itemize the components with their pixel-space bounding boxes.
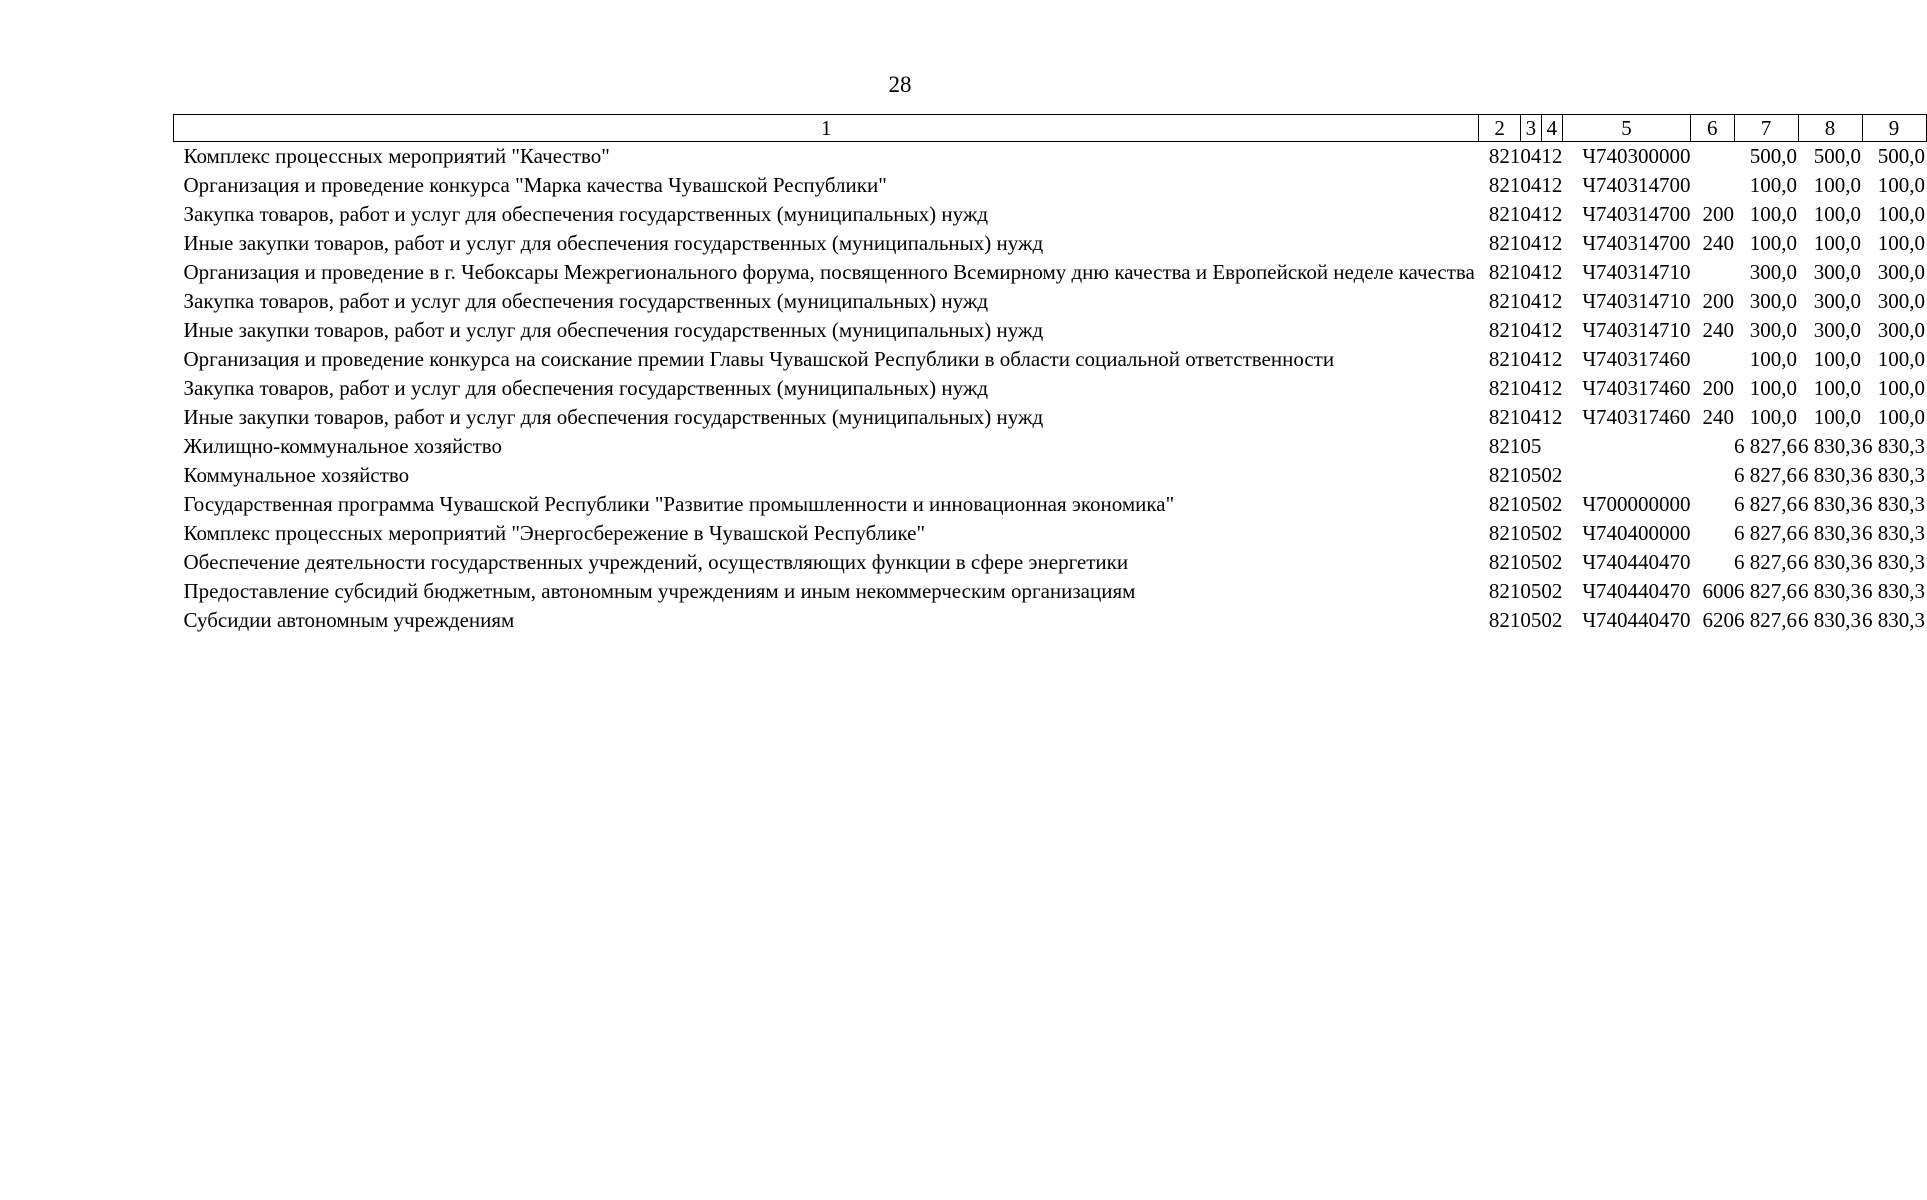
row-grbs-code: 821 [1488,260,1521,284]
row-name: Предоставление субсидий бюджетным, автономным учреждениям и иным некоммерческим организациям [183,579,1136,603]
header-col-4: 4 [1541,115,1562,142]
row-value-col-8: 100,0 [1813,202,1862,226]
row-value-col-7: 6 827,6 [1734,463,1798,487]
row-section-code: 05 [1520,521,1542,545]
row-value-col-9: 100,0 [1877,347,1926,371]
row-name: Комплекс процессных мероприятий "Качество" [183,144,610,168]
row-section-code: 04 [1520,318,1542,342]
header-col-7: 7 [1734,115,1798,142]
row-section-code: 04 [1520,260,1542,284]
row-expense-type-code: 240 [1702,231,1735,255]
row-grbs-code: 821 [1488,608,1521,632]
row-value-col-8: 100,0 [1813,231,1862,255]
row-subsection-code: 12 [1541,260,1563,284]
header-col-6: 6 [1691,115,1735,142]
row-section-code: 04 [1520,173,1542,197]
table-body [174,142,1927,636]
row-target-article-code: Ч740300000 [1582,144,1691,168]
row-section-code: 05 [1520,463,1542,487]
row-section-code: 05 [1520,550,1542,574]
header-col-9: 9 [1862,115,1926,142]
page-number: 28 [888,72,912,97]
row-subsection-code: 12 [1541,318,1563,342]
row-value-col-9: 100,0 [1877,231,1926,255]
row-section-code: 05 [1520,434,1542,458]
row-expense-type-code: 620 [1702,608,1735,632]
row-value-col-9: 100,0 [1877,173,1926,197]
row-value-col-8: 300,0 [1813,289,1862,313]
row-expense-type-code [1691,490,1735,519]
row-target-article-code: Ч740314700 [1582,173,1691,197]
row-subsection-code: 12 [1541,144,1563,168]
row-section-code: 04 [1520,144,1542,168]
row-grbs-code: 821 [1488,144,1521,168]
row-target-article-code: Ч740317460 [1582,405,1691,429]
row-expense-type-code [1691,461,1735,490]
row-grbs-code: 821 [1488,173,1521,197]
table-row [174,548,1927,577]
header-col-8: 8 [1798,115,1862,142]
row-value-col-8: 6 830,3 [1798,434,1862,458]
row-name: Коммунальное хозяйство [183,463,410,487]
row-value-col-9: 100,0 [1877,202,1926,226]
row-name: Закупка товаров, работ и услуг для обеспечения государственных (муниципальных) нужд [183,376,989,400]
row-subsection-code: 02 [1541,463,1563,487]
row-grbs-code: 821 [1488,492,1521,516]
row-value-col-8: 6 830,3 [1798,463,1862,487]
row-name: Иные закупки товаров, работ и услуг для обеспечения государственных (муниципальных) нужд [183,405,1044,429]
row-value-col-8: 6 830,3 [1798,550,1862,574]
row-section-code: 04 [1520,376,1542,400]
row-value-col-7: 100,0 [1749,202,1798,226]
row-grbs-code: 821 [1488,318,1521,342]
row-value-col-9: 6 830,3 [1862,492,1926,516]
row-value-col-7: 300,0 [1749,289,1798,313]
row-subsection-code: 02 [1541,521,1563,545]
row-subsection-code: 12 [1541,405,1563,429]
row-value-col-7: 100,0 [1749,405,1798,429]
row-value-col-7: 6 827,6 [1734,550,1798,574]
row-value-col-9: 6 830,3 [1862,434,1926,458]
row-value-col-7: 6 827,6 [1734,434,1798,458]
row-target-article-code: Ч740400000 [1582,521,1691,545]
table-row [174,432,1927,461]
row-section-code: 04 [1520,202,1542,226]
row-value-col-7: 6 827,6 [1734,492,1798,516]
row-value-col-8: 300,0 [1813,260,1862,284]
row-value-col-9: 6 830,3 [1862,579,1926,603]
row-value-col-9: 6 830,3 [1862,550,1926,574]
row-expense-type-code: 600 [1702,579,1735,603]
row-value-col-7: 100,0 [1749,376,1798,400]
row-value-col-8: 6 830,3 [1798,492,1862,516]
row-section-code: 04 [1520,231,1542,255]
row-value-col-9: 6 830,3 [1862,463,1926,487]
row-expense-type-code [1691,345,1735,374]
header-col-1: 1 [174,115,1479,142]
row-target-article-code: Ч740314710 [1582,260,1691,284]
row-subsection-code: 12 [1541,289,1563,313]
row-subsection-code: 12 [1541,231,1563,255]
row-target-article-code: Ч740317460 [1582,347,1691,371]
row-name: Закупка товаров, работ и услуг для обеспечения государственных (муниципальных) нужд [183,202,989,226]
row-value-col-8: 100,0 [1813,376,1862,400]
row-name: Иные закупки товаров, работ и услуг для обеспечения государственных (муниципальных) нужд [183,231,1044,255]
row-subsection-code: 02 [1541,579,1563,603]
row-target-article-code: Ч740314700 [1582,202,1691,226]
row-expense-type-code [1691,142,1735,172]
row-expense-type-code: 200 [1702,376,1735,400]
row-subsection-code: 02 [1541,550,1563,574]
row-section-code: 04 [1520,405,1542,429]
row-name: Организация и проведение в г. Чебоксары Межрегионального форума, посвященного Всемирному дню качества и Европейской неделе качества [183,260,1475,284]
row-grbs-code: 821 [1488,521,1521,545]
row-value-col-7: 6 827,6 [1734,579,1798,603]
row-subsection-code: 12 [1541,347,1563,371]
row-grbs-code: 821 [1488,434,1521,458]
row-name: Субсидии автономным учреждениям [183,608,515,632]
table-row [174,577,1927,606]
row-section-code: 04 [1520,347,1542,371]
budget-table [173,114,1927,635]
row-value-col-7: 100,0 [1749,173,1798,197]
table-row [174,200,1927,229]
header-col-3: 3 [1520,115,1541,142]
row-target-article-code [1562,432,1690,461]
row-value-col-8: 300,0 [1813,318,1862,342]
row-subsection-code: 02 [1541,608,1563,632]
row-name: Жилищно-коммунальное хозяйство [183,434,503,458]
row-value-col-8: 100,0 [1813,405,1862,429]
row-expense-type-code [1691,519,1735,548]
table-row [174,287,1927,316]
row-value-col-8: 100,0 [1813,347,1862,371]
row-value-col-9: 300,0 [1877,289,1926,313]
row-target-article-code: Ч740440470 [1582,608,1691,632]
row-name: Иные закупки товаров, работ и услуг для обеспечения государственных (муниципальных) нужд [183,318,1044,342]
row-name: Обеспечение деятельности государственных учреждений, осуществляющих функции в сфере энергетики [183,550,1129,574]
table-header [174,115,1927,142]
table-row [174,490,1927,519]
table-row [174,258,1927,287]
row-subsection-code: 02 [1541,492,1563,516]
row-name: Государственная программа Чувашской Республики "Развитие промышленности и инновационная экономика" [183,492,1175,516]
row-value-col-7: 300,0 [1749,318,1798,342]
row-value-col-7: 100,0 [1749,347,1798,371]
row-expense-type-code [1691,171,1735,200]
row-target-article-code: Ч700000000 [1582,492,1691,516]
header-col-5: 5 [1562,115,1690,142]
row-expense-type-code [1691,258,1735,287]
row-value-col-8: 100,0 [1813,173,1862,197]
row-target-article-code: Ч740314710 [1582,289,1691,313]
row-expense-type-code [1691,548,1735,577]
row-section-code: 04 [1520,289,1542,313]
row-section-code: 05 [1520,608,1542,632]
row-value-col-8: 6 830,3 [1798,521,1862,545]
row-name: Закупка товаров, работ и услуг для обеспечения государственных (муниципальных) нужд [183,289,989,313]
row-target-article-code: Ч740317460 [1582,376,1691,400]
row-value-col-7: 300,0 [1749,260,1798,284]
row-value-col-7: 6 827,6 [1734,521,1798,545]
table-row [174,171,1927,200]
row-subsection-code [1541,432,1562,461]
row-value-col-7: 500,0 [1749,144,1798,168]
row-name: Комплекс процессных мероприятий "Энергосбережение в Чувашской Республике" [183,521,926,545]
row-value-col-8: 6 830,3 [1798,608,1862,632]
row-grbs-code: 821 [1488,376,1521,400]
row-value-col-9: 500,0 [1877,144,1926,168]
header-row [174,115,1927,142]
table-row [174,519,1927,548]
row-target-article-code: Ч740440470 [1582,579,1691,603]
row-grbs-code: 821 [1488,463,1521,487]
row-value-col-9: 100,0 [1877,376,1926,400]
row-value-col-8: 500,0 [1813,144,1862,168]
row-subsection-code: 12 [1541,376,1563,400]
table-row [174,461,1927,490]
row-target-article-code: Ч740314700 [1582,231,1691,255]
row-section-code: 05 [1520,579,1542,603]
row-value-col-9: 300,0 [1877,318,1926,342]
row-target-article-code: Ч740314710 [1582,318,1691,342]
table-row [174,374,1927,403]
row-grbs-code: 821 [1488,347,1521,371]
row-grbs-code: 821 [1488,405,1521,429]
row-value-col-9: 100,0 [1877,405,1926,429]
row-section-code: 05 [1520,492,1542,516]
row-grbs-code: 821 [1488,550,1521,574]
row-value-col-8: 6 830,3 [1798,579,1862,603]
table-row [174,142,1927,172]
row-value-col-9: 6 830,3 [1862,608,1926,632]
row-expense-type-code: 200 [1702,202,1735,226]
table-row [174,403,1927,432]
row-subsection-code: 12 [1541,202,1563,226]
row-target-article-code: Ч740440470 [1582,550,1691,574]
row-name: Организация и проведение конкурса "Марка качества Чувашской Республики" [183,173,887,197]
row-value-col-9: 300,0 [1877,260,1926,284]
row-expense-type-code [1691,432,1735,461]
row-expense-type-code: 240 [1702,318,1735,342]
header-col-2: 2 [1479,115,1521,142]
table-row [174,606,1927,635]
row-grbs-code: 821 [1488,289,1521,313]
row-grbs-code: 821 [1488,231,1521,255]
row-subsection-code: 12 [1541,173,1563,197]
table-row [174,316,1927,345]
table-row [174,345,1927,374]
row-name: Организация и проведение конкурса на соискание премии Главы Чувашской Республики в области социальной ответственности [183,347,1335,371]
row-grbs-code: 821 [1488,202,1521,226]
row-expense-type-code: 200 [1702,289,1735,313]
row-value-col-7: 6 827,6 [1734,608,1798,632]
table-row [174,229,1927,258]
row-value-col-9: 6 830,3 [1862,521,1926,545]
row-grbs-code: 821 [1488,579,1521,603]
row-value-col-7: 100,0 [1749,231,1798,255]
row-target-article-code [1562,461,1690,490]
row-expense-type-code: 240 [1702,405,1735,429]
